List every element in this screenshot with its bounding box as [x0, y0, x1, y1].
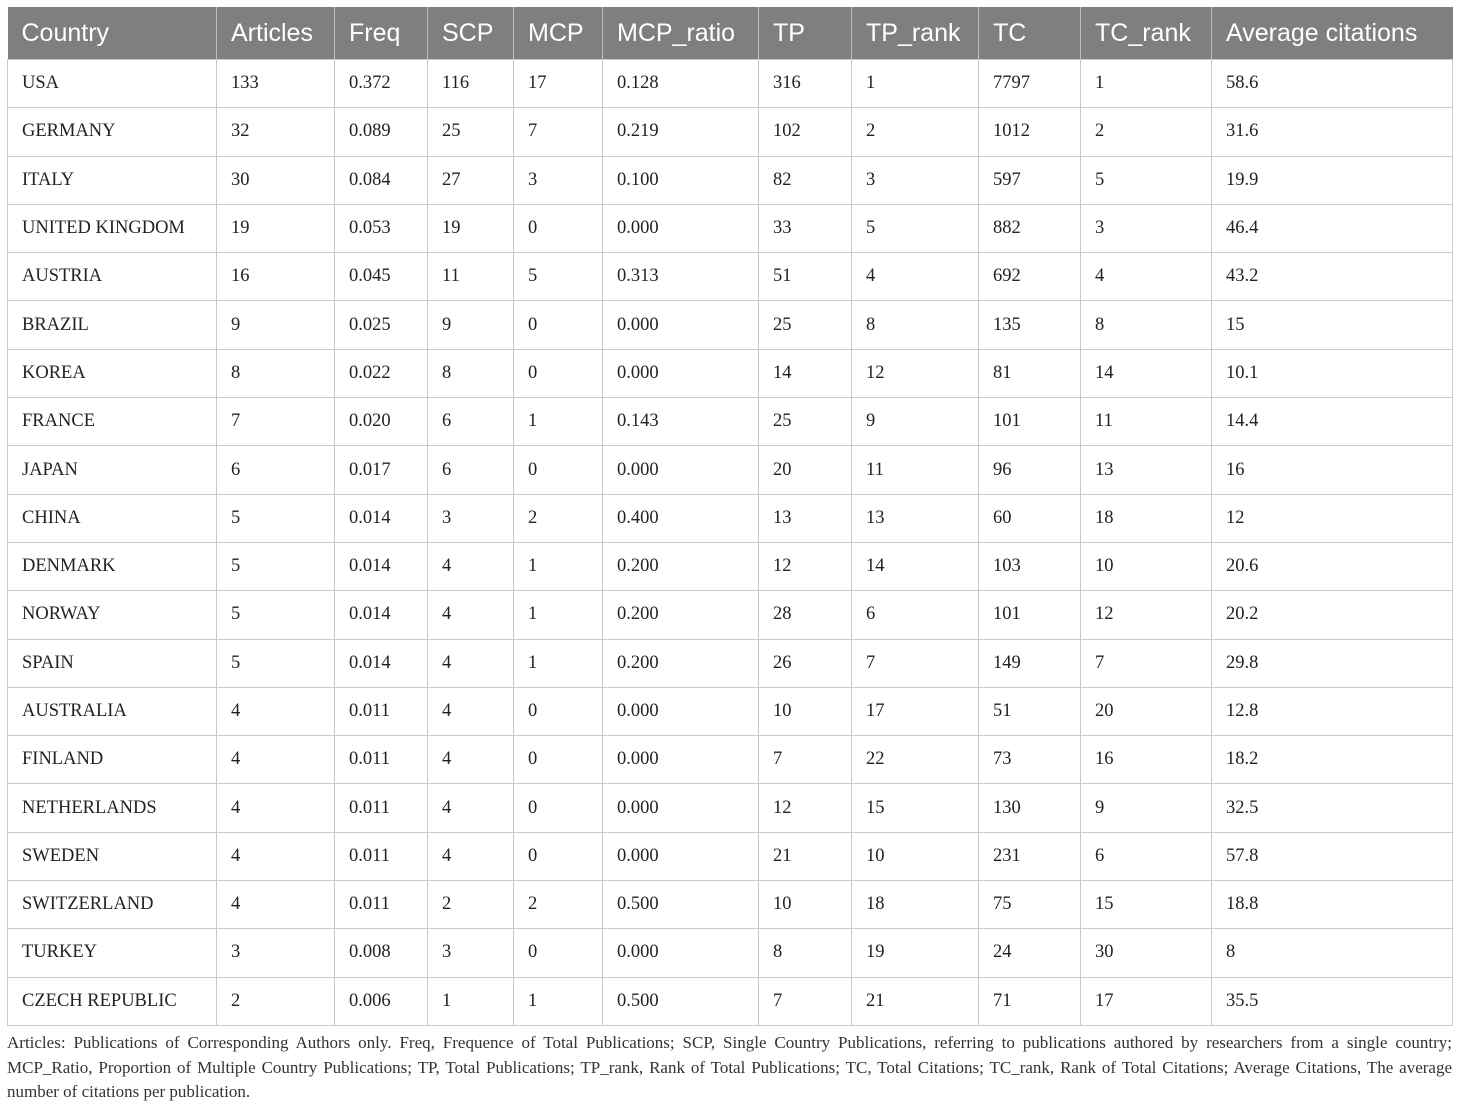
- table-cell: 4: [428, 687, 514, 735]
- table-cell: 7797: [979, 60, 1081, 108]
- table-cell: 1012: [979, 108, 1081, 156]
- table-cell: 20: [759, 446, 852, 494]
- table-cell: 692: [979, 253, 1081, 301]
- country-cell: DENMARK: [8, 542, 217, 590]
- table-cell: 2: [852, 108, 979, 156]
- table-cell: 0.200: [603, 542, 759, 590]
- table-cell: 2: [217, 977, 335, 1025]
- table-cell: 18.8: [1212, 881, 1453, 929]
- table-cell: 15: [1081, 881, 1212, 929]
- table-cell: 3: [428, 929, 514, 977]
- table-cell: 0: [514, 832, 603, 880]
- table-cell: 0.500: [603, 881, 759, 929]
- table-cell: 0: [514, 687, 603, 735]
- table-cell: 20.2: [1212, 591, 1453, 639]
- table-cell: 13: [852, 494, 979, 542]
- table-cell: 882: [979, 204, 1081, 252]
- table-cell: 5: [217, 542, 335, 590]
- column-header: MCP: [514, 7, 603, 60]
- table-cell: 0.011: [335, 832, 428, 880]
- table-cell: 3: [217, 929, 335, 977]
- table-row: [8, 60, 1453, 108]
- country-table-container: [7, 7, 1452, 1026]
- table-row: [8, 929, 1453, 977]
- column-header: TP: [759, 7, 852, 60]
- country-cell: SPAIN: [8, 639, 217, 687]
- country-cell: AUSTRIA: [8, 253, 217, 301]
- table-cell: 82: [759, 156, 852, 204]
- table-row: [8, 542, 1453, 590]
- table-row: [8, 639, 1453, 687]
- table-cell: 9: [428, 301, 514, 349]
- table-cell: 75: [979, 881, 1081, 929]
- table-cell: 11: [428, 253, 514, 301]
- country-cell: BRAZIL: [8, 301, 217, 349]
- country-cell: UNITED KINGDOM: [8, 204, 217, 252]
- table-cell: 15: [852, 784, 979, 832]
- table-cell: 8: [428, 349, 514, 397]
- table-cell: 4: [428, 542, 514, 590]
- table-cell: 0.128: [603, 60, 759, 108]
- table-cell: 4: [428, 832, 514, 880]
- table-cell: 11: [1081, 398, 1212, 446]
- table-cell: 4: [217, 832, 335, 880]
- table-cell: 0.022: [335, 349, 428, 397]
- table-cell: 3: [1081, 204, 1212, 252]
- table-cell: 135: [979, 301, 1081, 349]
- table-cell: 15: [1212, 301, 1453, 349]
- country-cell: KOREA: [8, 349, 217, 397]
- table-cell: 32: [217, 108, 335, 156]
- table-cell: 10.1: [1212, 349, 1453, 397]
- table-cell: 0.011: [335, 881, 428, 929]
- table-cell: 103: [979, 542, 1081, 590]
- table-cell: 3: [428, 494, 514, 542]
- table-cell: 4: [217, 881, 335, 929]
- table-cell: 8: [217, 349, 335, 397]
- table-cell: 0.000: [603, 204, 759, 252]
- country-cell: TURKEY: [8, 929, 217, 977]
- table-cell: 2: [514, 494, 603, 542]
- table-cell: 2: [1081, 108, 1212, 156]
- table-cell: 2: [514, 881, 603, 929]
- table-header: [8, 7, 1453, 60]
- table-cell: 6: [217, 446, 335, 494]
- table-cell: 10: [759, 881, 852, 929]
- table-cell: 149: [979, 639, 1081, 687]
- table-cell: 4: [217, 784, 335, 832]
- table-cell: 1: [514, 639, 603, 687]
- table-cell: 81: [979, 349, 1081, 397]
- country-cell: AUSTRALIA: [8, 687, 217, 735]
- table-cell: 25: [428, 108, 514, 156]
- table-cell: 0.014: [335, 494, 428, 542]
- column-header: TC_rank: [1081, 7, 1212, 60]
- table-cell: 12: [852, 349, 979, 397]
- table-cell: 102: [759, 108, 852, 156]
- table-cell: 26: [759, 639, 852, 687]
- column-header: Country: [8, 7, 217, 60]
- table-cell: 71: [979, 977, 1081, 1025]
- column-header: Average citations: [1212, 7, 1453, 60]
- table-cell: 30: [217, 156, 335, 204]
- header-row: [8, 7, 1453, 60]
- table-cell: 7: [759, 977, 852, 1025]
- table-cell: 6: [428, 446, 514, 494]
- table-cell: 19: [428, 204, 514, 252]
- table-cell: 5: [217, 591, 335, 639]
- table-cell: 29.8: [1212, 639, 1453, 687]
- table-cell: 0: [514, 446, 603, 494]
- table-cell: 12.8: [1212, 687, 1453, 735]
- table-cell: 12: [1081, 591, 1212, 639]
- table-cell: 5: [514, 253, 603, 301]
- table-cell: 0.006: [335, 977, 428, 1025]
- table-cell: 24: [979, 929, 1081, 977]
- table-cell: 19: [217, 204, 335, 252]
- table-cell: 0.089: [335, 108, 428, 156]
- table-cell: 14: [759, 349, 852, 397]
- table-cell: 0.011: [335, 687, 428, 735]
- table-cell: 13: [1081, 446, 1212, 494]
- table-cell: 1: [514, 542, 603, 590]
- country-publications-table: [7, 7, 1453, 1026]
- table-cell: 96: [979, 446, 1081, 494]
- table-cell: 1: [514, 977, 603, 1025]
- table-cell: 0.000: [603, 736, 759, 784]
- table-cell: 22: [852, 736, 979, 784]
- table-row: [8, 977, 1453, 1025]
- table-cell: 9: [217, 301, 335, 349]
- table-cell: 231: [979, 832, 1081, 880]
- table-cell: 10: [759, 687, 852, 735]
- table-cell: 5: [217, 494, 335, 542]
- table-cell: 316: [759, 60, 852, 108]
- table-cell: 7: [759, 736, 852, 784]
- table-row: [8, 494, 1453, 542]
- table-row: [8, 108, 1453, 156]
- table-cell: 28: [759, 591, 852, 639]
- table-cell: 60: [979, 494, 1081, 542]
- table-cell: 5: [1081, 156, 1212, 204]
- country-cell: SWEDEN: [8, 832, 217, 880]
- table-cell: 7: [852, 639, 979, 687]
- table-cell: 2: [428, 881, 514, 929]
- table-cell: 1: [514, 591, 603, 639]
- table-cell: 4: [428, 784, 514, 832]
- table-cell: 25: [759, 301, 852, 349]
- table-cell: 6: [1081, 832, 1212, 880]
- table-cell: 0.313: [603, 253, 759, 301]
- table-cell: 16: [217, 253, 335, 301]
- table-cell: 4: [428, 591, 514, 639]
- table-row: [8, 591, 1453, 639]
- table-cell: 0.053: [335, 204, 428, 252]
- table-cell: 0.000: [603, 446, 759, 494]
- table-row: [8, 832, 1453, 880]
- table-cell: 18: [852, 881, 979, 929]
- table-cell: 7: [514, 108, 603, 156]
- table-cell: 17: [1081, 977, 1212, 1025]
- table-row: [8, 398, 1453, 446]
- table-cell: 31.6: [1212, 108, 1453, 156]
- table-cell: 11: [852, 446, 979, 494]
- table-cell: 3: [514, 156, 603, 204]
- table-cell: 14.4: [1212, 398, 1453, 446]
- table-cell: 4: [428, 736, 514, 784]
- table-cell: 0.000: [603, 349, 759, 397]
- table-row: [8, 881, 1453, 929]
- column-header: Freq: [335, 7, 428, 60]
- table-body: [8, 60, 1453, 1026]
- table-cell: 0.200: [603, 639, 759, 687]
- table-cell: 4: [852, 253, 979, 301]
- table-cell: 4: [428, 639, 514, 687]
- table-row: [8, 156, 1453, 204]
- table-cell: 12: [759, 784, 852, 832]
- table-cell: 1: [428, 977, 514, 1025]
- table-cell: 18: [1081, 494, 1212, 542]
- table-cell: 0.011: [335, 784, 428, 832]
- table-cell: 12: [759, 542, 852, 590]
- table-cell: 1: [852, 60, 979, 108]
- table-cell: 73: [979, 736, 1081, 784]
- table-cell: 0.372: [335, 60, 428, 108]
- column-header: TC: [979, 7, 1081, 60]
- table-row: [8, 253, 1453, 301]
- table-cell: 51: [979, 687, 1081, 735]
- table-footnote: Articles: Publications of Corresponding Authors only. Freq, Frequence of Total Publications; SCP, Single Country Publications, referring to publications authored by researchers from a single country; MCP_Ratio, Proportion of Multiple Country Publications; TP, Total Publications; TP_rank, Rank of Total Publications; TC, Total Citations; TC_rank, Rank of Total Citations; Average Citations, The average number of citations per publication.: [7, 1033, 1452, 1101]
- table-cell: 0.000: [603, 687, 759, 735]
- table-cell: 130: [979, 784, 1081, 832]
- table-cell: 0.014: [335, 542, 428, 590]
- table-cell: 51: [759, 253, 852, 301]
- table-cell: 30: [1081, 929, 1212, 977]
- table-cell: 57.8: [1212, 832, 1453, 880]
- table-cell: 10: [1081, 542, 1212, 590]
- table-cell: 5: [217, 639, 335, 687]
- table-cell: 18.2: [1212, 736, 1453, 784]
- table-row: [8, 784, 1453, 832]
- table-cell: 21: [759, 832, 852, 880]
- table-cell: 0.020: [335, 398, 428, 446]
- table-cell: 6: [428, 398, 514, 446]
- table-cell: 0.014: [335, 639, 428, 687]
- table-cell: 19.9: [1212, 156, 1453, 204]
- table-cell: 8: [1212, 929, 1453, 977]
- table-cell: 1: [1081, 60, 1212, 108]
- table-cell: 116: [428, 60, 514, 108]
- table-cell: 0.017: [335, 446, 428, 494]
- table-cell: 3: [852, 156, 979, 204]
- table-cell: 8: [1081, 301, 1212, 349]
- table-cell: 20.6: [1212, 542, 1453, 590]
- table-cell: 133: [217, 60, 335, 108]
- table-cell: 0.084: [335, 156, 428, 204]
- table-cell: 0: [514, 349, 603, 397]
- country-cell: FRANCE: [8, 398, 217, 446]
- table-row: [8, 446, 1453, 494]
- table-cell: 13: [759, 494, 852, 542]
- table-cell: 597: [979, 156, 1081, 204]
- table-cell: 10: [852, 832, 979, 880]
- table-cell: 0.000: [603, 929, 759, 977]
- country-cell: SWITZERLAND: [8, 881, 217, 929]
- country-cell: NORWAY: [8, 591, 217, 639]
- table-cell: 17: [514, 60, 603, 108]
- table-cell: 25: [759, 398, 852, 446]
- table-cell: 12: [1212, 494, 1453, 542]
- table-cell: 0: [514, 204, 603, 252]
- table-cell: 4: [217, 736, 335, 784]
- table-cell: 0: [514, 929, 603, 977]
- country-cell: JAPAN: [8, 446, 217, 494]
- table-cell: 101: [979, 398, 1081, 446]
- country-cell: CZECH REPUBLIC: [8, 977, 217, 1025]
- table-cell: 35.5: [1212, 977, 1453, 1025]
- table-cell: 58.6: [1212, 60, 1453, 108]
- table-cell: 0.008: [335, 929, 428, 977]
- table-cell: 0: [514, 784, 603, 832]
- table-cell: 27: [428, 156, 514, 204]
- table-cell: 1: [514, 398, 603, 446]
- table-row: [8, 736, 1453, 784]
- table-row: [8, 204, 1453, 252]
- table-cell: 19: [852, 929, 979, 977]
- country-cell: ITALY: [8, 156, 217, 204]
- table-cell: 0.219: [603, 108, 759, 156]
- table-cell: 0.200: [603, 591, 759, 639]
- table-row: [8, 349, 1453, 397]
- column-header: TP_rank: [852, 7, 979, 60]
- table-cell: 0.400: [603, 494, 759, 542]
- column-header: SCP: [428, 7, 514, 60]
- column-header: MCP_ratio: [603, 7, 759, 60]
- table-cell: 0.014: [335, 591, 428, 639]
- table-cell: 0: [514, 736, 603, 784]
- table-cell: 32.5: [1212, 784, 1453, 832]
- table-cell: 0.100: [603, 156, 759, 204]
- table-cell: 0.000: [603, 301, 759, 349]
- table-cell: 4: [217, 687, 335, 735]
- table-cell: 33: [759, 204, 852, 252]
- table-cell: 9: [852, 398, 979, 446]
- table-cell: 9: [1081, 784, 1212, 832]
- table-row: [8, 301, 1453, 349]
- country-cell: USA: [8, 60, 217, 108]
- table-cell: 0.500: [603, 977, 759, 1025]
- table-cell: 7: [217, 398, 335, 446]
- country-cell: FINLAND: [8, 736, 217, 784]
- column-header: Articles: [217, 7, 335, 60]
- table-cell: 17: [852, 687, 979, 735]
- table-cell: 0.025: [335, 301, 428, 349]
- table-cell: 16: [1212, 446, 1453, 494]
- table-cell: 46.4: [1212, 204, 1453, 252]
- table-cell: 7: [1081, 639, 1212, 687]
- country-cell: CHINA: [8, 494, 217, 542]
- table-cell: 6: [852, 591, 979, 639]
- table-cell: 101: [979, 591, 1081, 639]
- table-cell: 0.143: [603, 398, 759, 446]
- table-cell: 43.2: [1212, 253, 1453, 301]
- country-cell: NETHERLANDS: [8, 784, 217, 832]
- table-cell: 0.000: [603, 784, 759, 832]
- table-cell: 0.045: [335, 253, 428, 301]
- table-cell: 8: [852, 301, 979, 349]
- table-cell: 21: [852, 977, 979, 1025]
- table-row: [8, 687, 1453, 735]
- table-cell: 20: [1081, 687, 1212, 735]
- table-cell: 0.000: [603, 832, 759, 880]
- table-cell: 8: [759, 929, 852, 977]
- table-cell: 5: [852, 204, 979, 252]
- table-cell: 14: [852, 542, 979, 590]
- table-cell: 14: [1081, 349, 1212, 397]
- table-cell: 0.011: [335, 736, 428, 784]
- table-cell: 4: [1081, 253, 1212, 301]
- table-cell: 0: [514, 301, 603, 349]
- table-cell: 16: [1081, 736, 1212, 784]
- country-cell: GERMANY: [8, 108, 217, 156]
